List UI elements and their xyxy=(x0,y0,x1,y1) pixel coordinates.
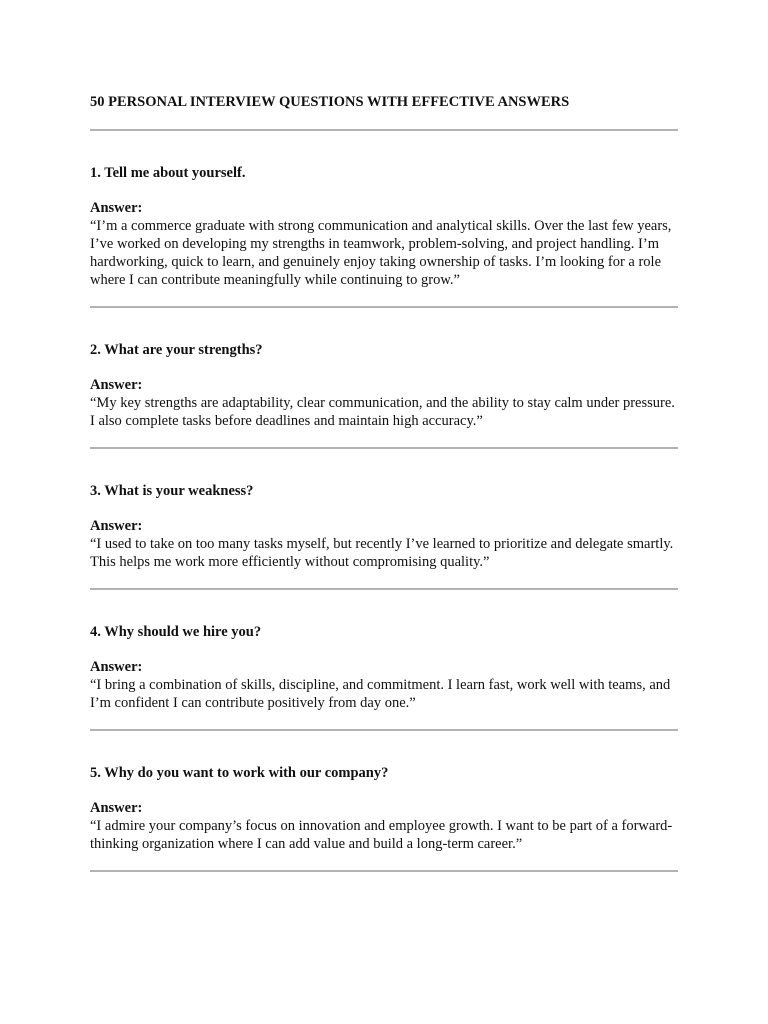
answer-text-1: “I’m a commerce graduate with strong communication and analytical skills. Over the last few years, I’ve worked on developing my strengths in teamwork, problem-solving, and project handling. I’m hardworking, quick to learn, and genuinely enjoy taking ownership of tasks. I’m looking for a role where I can contribute meaningfully while continuing to grow.” xyxy=(90,218,672,288)
question-2: 2. What are your strengths? xyxy=(90,342,263,358)
answer-text-5: “I admire your company’s focus on innovation and employee growth. I want to be part of a forward-thinking organization where I can add value and build a long-term career.” xyxy=(90,818,673,852)
question-1: 1. Tell me about yourself. xyxy=(90,165,246,181)
qa-divider-2 xyxy=(90,447,678,449)
qa-divider-5 xyxy=(90,870,678,872)
qa-divider-3 xyxy=(90,588,678,590)
answer-text-3: “I used to take on too many tasks myself, but recently I’ve learned to prioritize and delegate smartly. This helps me work more efficiently without compromising quality.” xyxy=(90,536,674,570)
question-4: 4. Why should we hire you? xyxy=(90,624,262,640)
title-divider xyxy=(90,129,678,131)
answer-label-5: Answer: xyxy=(90,800,143,816)
answer-label-1: Answer: xyxy=(90,200,143,216)
answer-label-4: Answer: xyxy=(90,659,143,675)
qa-item-3 xyxy=(90,482,678,590)
qa-item-2 xyxy=(90,341,678,449)
answer-text-4: “I bring a combination of skills, discipline, and commitment. I learn fast, work well with teams, and I’m confident I can contribute positively from day one.” xyxy=(90,677,671,711)
qa-divider-4 xyxy=(90,729,678,731)
answer-label-3: Answer: xyxy=(90,518,143,534)
qa-item-1 xyxy=(90,164,678,308)
qa-item-5 xyxy=(90,764,678,872)
answer-text-2: “My key strengths are adaptability, clear communication, and the ability to stay calm under pressure. I also complete tasks before deadlines and maintain high accuracy.” xyxy=(90,395,675,429)
qa-divider-1 xyxy=(90,306,678,308)
answer-label-2: Answer: xyxy=(90,377,143,393)
question-3: 3. What is your weakness? xyxy=(90,483,254,499)
question-5: 5. Why do you want to work with our company? xyxy=(90,765,389,781)
document-title: 50 PERSONAL INTERVIEW QUESTIONS WITH EFFECTIVE ANSWERS xyxy=(90,94,570,110)
qa-item-4 xyxy=(90,623,678,731)
document-page xyxy=(90,93,678,872)
